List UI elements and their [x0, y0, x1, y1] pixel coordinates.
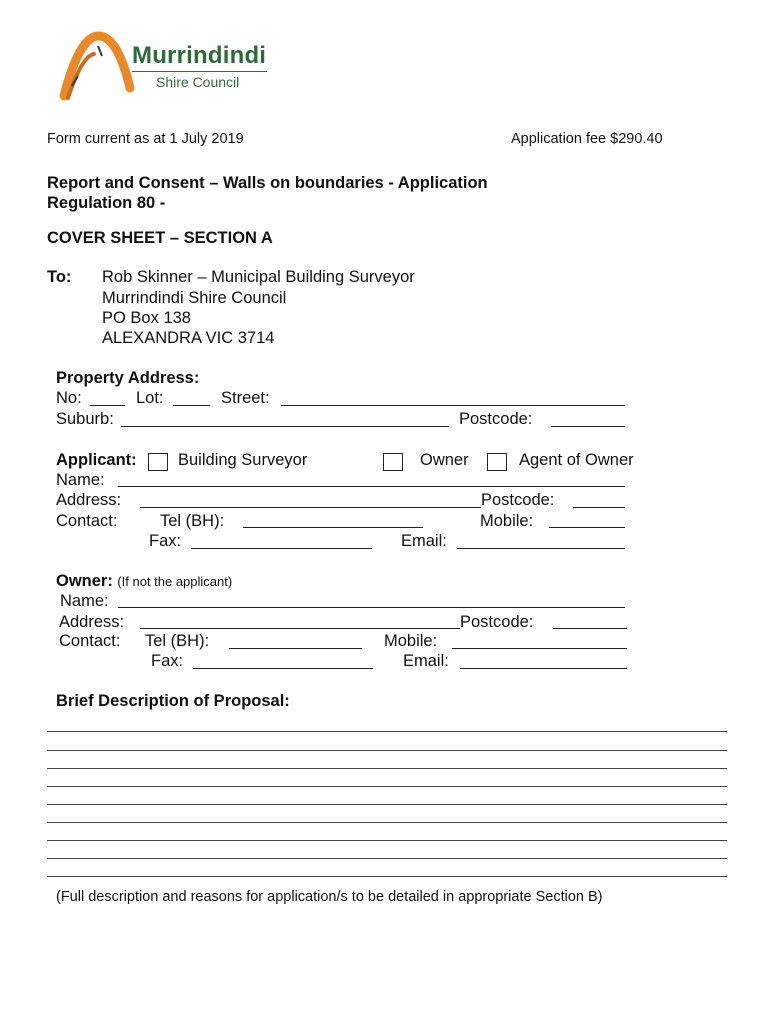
owner-postcode-field[interactable] [553, 628, 627, 629]
owner-fax-field[interactable] [193, 668, 373, 669]
owner-postcode-label: Postcode: [460, 613, 534, 631]
owner-email-field[interactable] [460, 668, 627, 669]
owner-heading-row [56, 572, 232, 591]
property-no-label: No: [56, 389, 82, 407]
applicant-name-label: Name: [56, 471, 105, 489]
property-suburb-label: Suburb: [56, 410, 114, 428]
property-street-field[interactable] [281, 405, 625, 406]
to-label: To: [47, 268, 72, 286]
to-line-3: PO Box 138 [102, 309, 191, 327]
page-title-line1: Report and Consent – Walls on boundaries - Application [47, 174, 488, 192]
owner-option-label: Owner [420, 451, 469, 469]
agent-of-owner-checkbox[interactable] [487, 453, 507, 471]
owner-name-field[interactable] [118, 607, 625, 608]
logo-subtitle: Shire Council [156, 74, 240, 90]
owner-name-label: Name: [60, 592, 109, 610]
owner-fax-label: Fax: [151, 652, 184, 670]
applicant-mobile-label: Mobile: [480, 512, 534, 530]
owner-address-field[interactable] [140, 628, 460, 629]
applicant-postcode-field[interactable] [573, 507, 625, 508]
proposal-line[interactable] [47, 858, 727, 859]
applicant-mobile-field[interactable] [549, 527, 625, 528]
to-line-1: Rob Skinner – Municipal Building Surveyor [102, 268, 415, 286]
owner-email-label: Email: [403, 652, 449, 670]
page-title-line2: Regulation 80 - [47, 194, 166, 212]
property-heading: Property Address: [56, 369, 200, 387]
applicant-address-field[interactable] [140, 507, 481, 508]
applicant-address-label: Address: [56, 491, 122, 509]
owner-tel-label: Tel (BH): [145, 632, 210, 650]
proposal-line[interactable] [47, 876, 727, 877]
council-logo [58, 26, 278, 106]
logo-mark-icon [58, 26, 138, 104]
owner-mobile-label: Mobile: [384, 632, 438, 650]
applicant-tel-field[interactable] [243, 527, 423, 528]
proposal-line[interactable] [47, 731, 727, 732]
logo-divider [132, 71, 267, 72]
owner-heading: Owner: [56, 572, 113, 590]
property-postcode-field[interactable] [551, 426, 625, 427]
proposal-footnote: (Full description and reasons for application/s to be detailed in appropriate Section B) [56, 889, 603, 905]
applicant-contact-label: Contact: [56, 512, 118, 530]
to-line-2: Murrindindi Shire Council [102, 289, 287, 307]
owner-mobile-field[interactable] [452, 648, 627, 649]
applicant-tel-label: Tel (BH): [160, 512, 225, 530]
proposal-line[interactable] [47, 822, 727, 823]
property-lot-field[interactable] [173, 405, 210, 406]
property-no-field[interactable] [90, 405, 125, 406]
applicant-heading: Applicant: [56, 451, 137, 469]
applicant-name-field[interactable] [118, 486, 625, 487]
proposal-heading: Brief Description of Proposal: [56, 692, 290, 710]
owner-address-label: Address: [59, 613, 125, 631]
property-street-label: Street: [221, 389, 270, 407]
proposal-line[interactable] [47, 786, 727, 787]
property-suburb-field[interactable] [121, 426, 449, 427]
applicant-email-label: Email: [401, 532, 447, 550]
proposal-line[interactable] [47, 840, 727, 841]
property-lot-label: Lot: [136, 389, 164, 407]
form-current-date: Form current as at 1 July 2019 [47, 131, 244, 147]
property-postcode-label: Postcode: [459, 410, 533, 428]
agent-of-owner-label: Agent of Owner [519, 451, 634, 469]
owner-note: (If not the applicant) [117, 574, 233, 589]
proposal-line[interactable] [47, 750, 727, 751]
applicant-fax-label: Fax: [149, 532, 182, 550]
applicant-postcode-label: Postcode: [481, 491, 555, 509]
proposal-line[interactable] [47, 804, 727, 805]
building-surveyor-checkbox[interactable] [148, 453, 168, 471]
applicant-fax-field[interactable] [191, 548, 372, 549]
proposal-line[interactable] [47, 768, 727, 769]
section-heading: COVER SHEET – SECTION A [47, 229, 273, 247]
logo-name: Murrindindi [132, 42, 267, 69]
building-surveyor-label: Building Surveyor [178, 451, 308, 469]
applicant-email-field[interactable] [457, 548, 625, 549]
owner-contact-label: Contact: [59, 632, 121, 650]
to-line-4: ALEXANDRA VIC 3714 [102, 329, 275, 347]
application-fee: Application fee $290.40 [511, 131, 663, 147]
owner-tel-field[interactable] [229, 648, 362, 649]
owner-checkbox[interactable] [383, 453, 403, 471]
